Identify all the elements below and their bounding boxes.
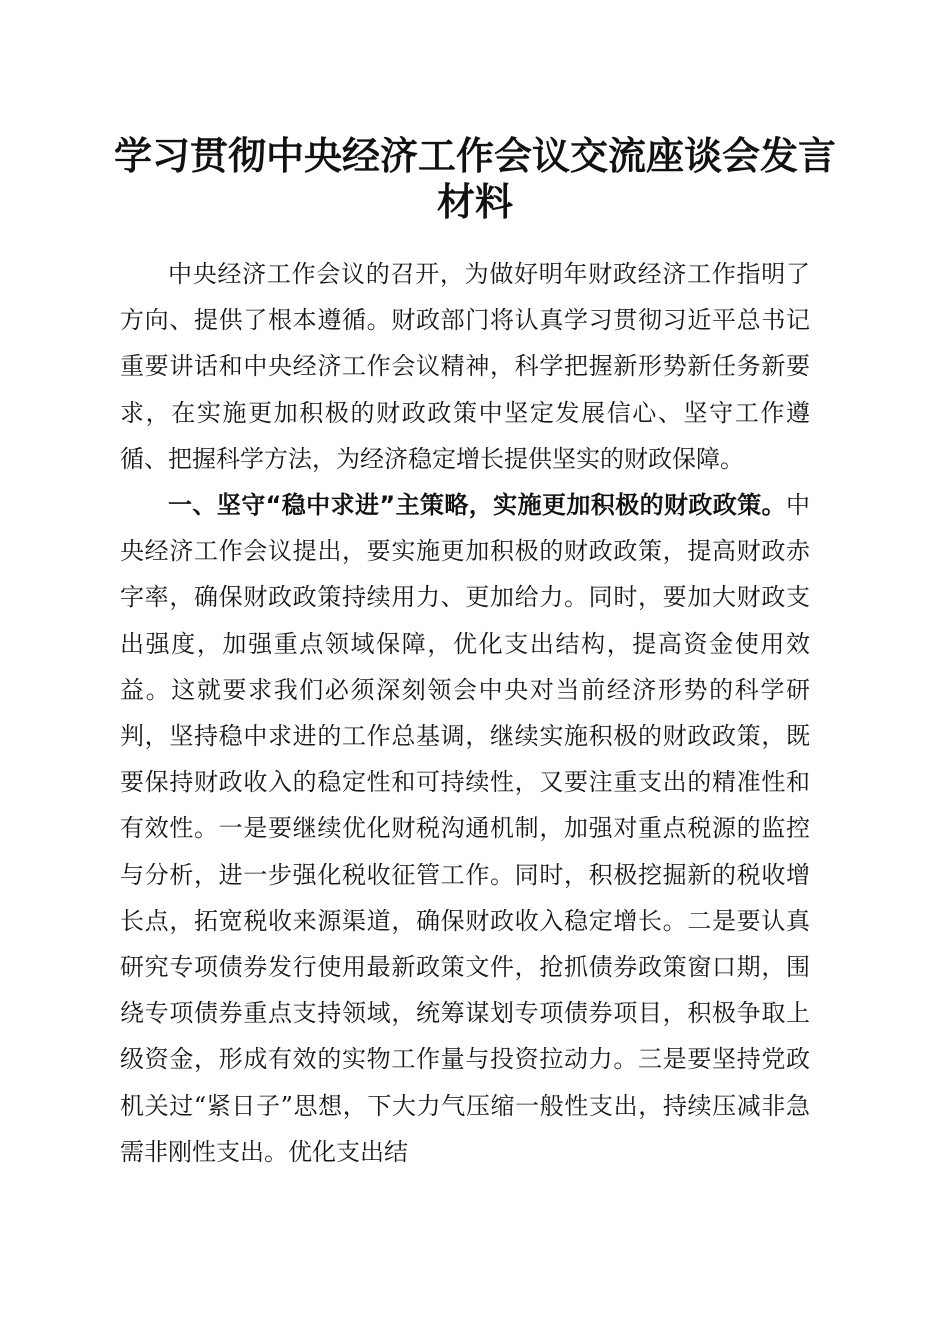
section-1-heading: 一、坚守“稳中求进”主策略，实施更加积极的财政政策。 — [168, 491, 786, 520]
section-1-text: 中央经济工作会议提出，要实施更加积极的财政政策，提高财政赤字率，确保财政政策持续用力、更加给力。同时，要加大财政支出强度，加强重点领域保障，优化支出结构，提高资金使用效益。这就要求我们必须深刻领会中央对当前经济形势的科学研判，坚持稳中求进的工作总基调，继续实施积极的财政政策，既要保持财政收入的稳定性和可持续性，又要注重支出的精准性和有效性。一是要继续优化财税沟通机制，加强对重点税源的监控与分析，进一步强化税收征管工作。同时，积极挖掘新的税收增长点，拓宽税收来源渠道，确保财政收入稳定增长。二是要认真研究专项债券发行使用最新政策文件，抢抓债券政策窗口期，围绕专项债券重点支持领域，统筹谋划专项债券项目，积极争取上级资金，形成有效的实物工作量与投资拉动力。三是要坚持党政机关过“紧日子”思想，下大力气压缩一般性支出，持续压减非急需非刚性支出。优化支出结 — [120, 491, 810, 1166]
paragraph-section-1 — [120, 482, 810, 1175]
document-title: 学习贯彻中央经济工作会议交流座谈会发言材料 — [113, 133, 836, 224]
paragraph-intro-text: 中央经济工作会议的召开，为做好明年财政经济工作指明了方向、提供了根本遵循。财政部门将认真学习贯彻习近平总书记重要讲话和中央经济工作会议精神，科学把握新形势新任务新要求，在实施更加积极的财政政策中坚定发展信心、坚守工作遵循、把握科学方法，为经济稳定增长提供坚实的财政保障。 — [120, 260, 810, 473]
paragraph-intro — [120, 251, 810, 482]
document-body — [120, 251, 810, 1175]
